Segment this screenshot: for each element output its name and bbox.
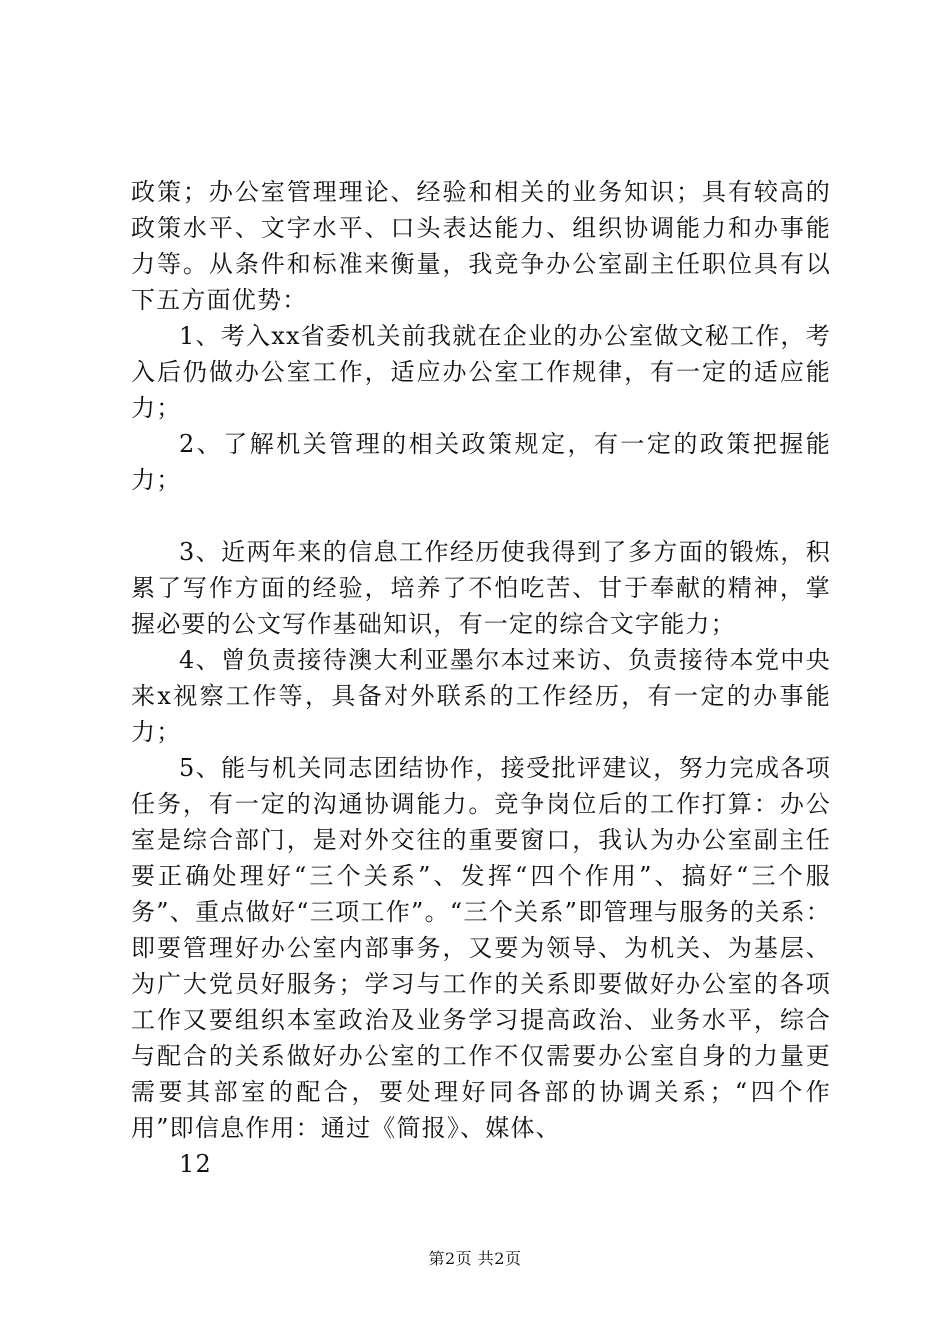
paragraph-gap	[131, 498, 831, 534]
paragraph-advantage-5: 5、能与机关同志团结协作，接受批评建议，努力完成各项任务，有一定的沟通协调能力。竞争岗位后的工作打算：办公室是综合部门，是对外交往的重要窗口，我认为办公室副主任要正确处理好“三个关系”、发挥“四个作用”、搞好“三个服务”、重点做好“三项工作”。“三个关系”即管理与服务的关系：即要管理好办公室内部事务，又要为领导、为机关、为基层、为广大党员好服务；学习与工作的关系即要做好办公室的各项工作又要组织本室政治及业务学习提高政治、业务水平，综合与配合的关系做好办公室的工作不仅需要办公室自身的力量更需要其部室的配合，要处理好同各部的协调关系；“四个作用”即信息作用：通过《简报》、媒体、	[131, 754, 831, 1142]
paragraph-number: 12	[179, 1150, 212, 1178]
page-footer: 第2页 共2页	[428, 1249, 522, 1268]
paragraph-advantage-1: 1、考入xx省委机关前我就在企业的办公室做文秘工作，考入后仍做办公室工作，适应办公室工作规律，有一定的适应能力；	[131, 322, 831, 422]
document-body	[131, 174, 831, 1182]
paragraph-intro: 政策；办公室管理理论、经验和相关的业务知识；具有较高的政策水平、文字水平、口头表达能力、组织协调能力和办事能力等。从条件和标准来衡量，我竞争办公室副主任职位具有以下五方面优势：	[131, 178, 831, 314]
paragraph-advantage-3: 3、近两年来的信息工作经历使我得到了多方面的锻炼，积累了写作方面的经验，培养了不怕吃苦、甘于奉献的精神，掌握必要的公文写作基础知识，有一定的综合文字能力；	[131, 538, 831, 638]
paragraph-advantage-2: 2、了解机关管理的相关政策规定，有一定的政策把握能力；	[131, 430, 831, 494]
paragraph-advantage-4: 4、曾负责接待澳大利亚墨尔本过来访、负责接待本党中央来x视察工作等，具备对外联系的工作经历，有一定的办事能力；	[131, 646, 831, 746]
